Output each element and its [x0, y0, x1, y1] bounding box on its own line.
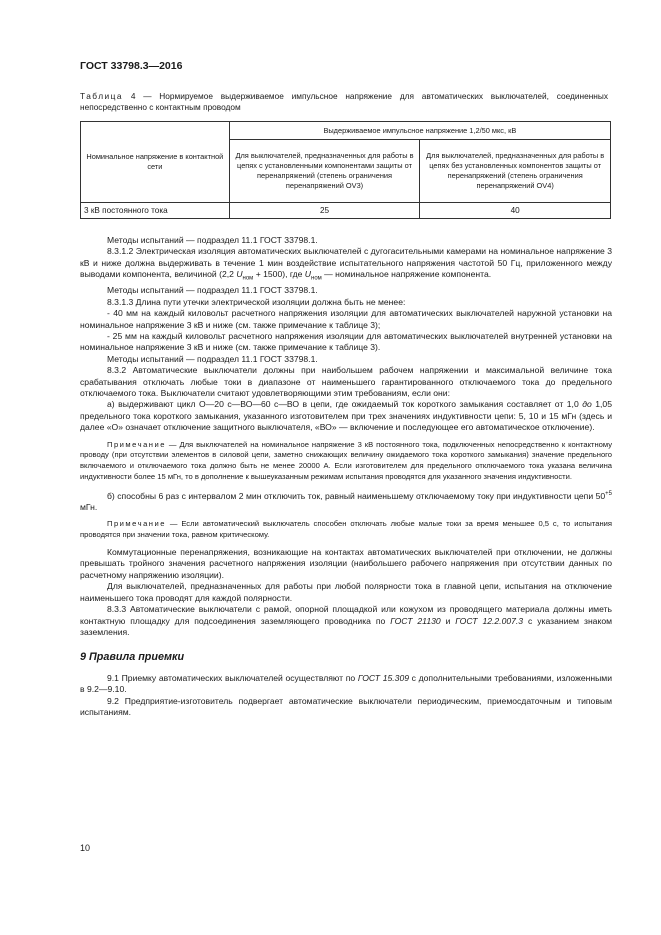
paragraph: Методы испытаний — подраздел 11.1 ГОСТ 33798.1.: [107, 285, 318, 296]
paragraph: 9.2 Предприятие-изготовитель подвергает автоматические выключатели периодическим, приемосдаточным и типовым испытаниям.: [80, 695, 612, 717]
table-row-label: 3 кВ постоянного тока: [81, 203, 230, 219]
list-item: а) выдерживают цикл О—20 с—ВО—60 с—ВО в цепи, где ожидаемый ток короткого замыкания составляет от 1,0 до 1,05 предельного тока короткого замыкания, указанного изготовителем при трех значениях индуктивности цепи: 5, 10 и 15 мГн (здесь и далее «О» означает отключение защитного выключателя, «ВО» — включение и последующее его автоматическое отключение).: [80, 399, 612, 433]
note: Примечание — Если автоматический выключатель способен отключать любые малые токи за время меньшее 0,5 с, то испытания проводятся при значении тока, равном критическому.: [80, 519, 612, 540]
table-caption-label: Таблица: [80, 91, 124, 101]
paragraph: Методы испытаний — подраздел 11.1 ГОСТ 33798.1.: [107, 353, 318, 364]
paragraph: 8.3.1.3 Длина пути утечки электрической изоляции должна быть не менее:: [107, 296, 406, 307]
paragraph: Методы испытаний — подраздел 11.1 ГОСТ 33798.1.: [107, 235, 318, 245]
table-cell-ov4: 40: [420, 203, 611, 219]
list-item: - 40 мм на каждый киловольт расчетного напряжения изоляции для автоматических выключателей наружной установки на номинальное напряжение 3 кВ и ниже (см. также примечание к таблице 3);: [80, 308, 612, 330]
paragraph: 8.3.3 Автоматические выключатели с рамой, опорной площадкой или кожухом из проводящего материала должны иметь контактную площадку для подсоединения заземляющего проводника по ГОСТ 21130 и ГОСТ 12.2.007.3 с указанием знаком заземления.: [80, 604, 613, 637]
paragraph: 9.1 Приемку автоматических выключателей осуществляют по ГОСТ 15.309 с дополнительными требованиями, изложенными в 9.2—9.10.: [80, 672, 612, 695]
paragraph: 8.3.1.2 Электрическая изоляция автоматических выключателей с дугогасительными камерами на номинальное напряжение 3 кВ и ниже должна выдерживать в течение 1 мин воздействие испытательного напряжения частотой 50 Гц, приложенного между выводами компонента, величиной (2,2 $U_{ном} + 1500$), где $U_{ном}$ — номинальное напряжение компонента.: [80, 246, 612, 282]
table-head-ov4: Для выключателей, предназначенных для работы в цепях без установленных компонентов защиты от перенапряжений (степень ограничения перенапряжений OV4): [420, 140, 611, 203]
document-body: [80, 235, 612, 718]
voltage-table: [80, 121, 611, 219]
table-head-impulse: Выдерживаемое импульсное напряжение 1,2/50 мкс, кВ: [229, 122, 610, 140]
table-head-ov3: Для выключателей, предназначенных для работы в цепях с установленными компонентами защиты от перенапряжений (степень ограничения перенапряжений OV3): [229, 140, 420, 203]
paragraph: 8.3.2 Автоматические выключатели должны при наибольшем рабочем напряжении и максимальной величине тока срабатывания отключать любые токи в диапазоне от наименьшего гарантированного отключаемого тока до предельного отключаемого тока. Выключатели считают удовлетворяющими этим требованиям, если они:: [80, 365, 612, 398]
note: Примечание — Для выключателей на номинальное напряжение 3 кВ постоянного тока, подключенных непосредственно к контактному проводу (при отсутствии элементов в силовой цепи, заметно снижающих величину ожидаемого тока короткого замыкания) значение предельного включаемого и отключаемого тока должно быть не менее 20000 А. Если изготовителем для предельного отключаемого тока указана величина индуктивности более 15 мГн, то в дополнение к вышеуказанным режимам испытания проводятся для указанного значения индуктивности.: [80, 439, 612, 482]
section-title: 9 Правила приемки: [80, 651, 185, 664]
table-caption: [80, 91, 608, 113]
page-number: 10: [80, 843, 91, 853]
table-caption-text: 4 — Нормируемое выдерживаемое импульсное напряжение для автоматических выключателей, соединенных непосредственно с контактным проводом: [80, 91, 608, 112]
table-cell-ov3: 25: [229, 203, 420, 219]
list-item: б) способны 6 раз с интервалом 2 мин отключить ток, равный наименьшему отключаемому току при индуктивности цепи $50^{+5}$ мГн.: [80, 490, 612, 513]
list-item: - 25 мм на каждый киловольт расчетного напряжения изоляции для автоматических выключателей внутренней установки на номинальное напряжение 3 кВ и ниже (см. также примечание к таблице 3).: [80, 330, 612, 353]
document-header: ГОСТ 33798.3—2016: [80, 60, 183, 72]
paragraph: Для выключателей, предназначенных для работы при любой полярности тока в главной цепи, испытания на отключение наименьшего тока проводят для каждой полярности.: [80, 581, 612, 603]
table-head-voltage: Номинальное напряжение в контактной сети: [81, 122, 230, 203]
paragraph: Коммутационные перенапряжения, возникающие на контактах автоматических выключателей при отключении, не должны превышать тройного значения расчетного напряжения изоляции (наибольшего рабочего напряжения при отсутствии данных по расчетному напряжению изоляции).: [80, 547, 612, 580]
